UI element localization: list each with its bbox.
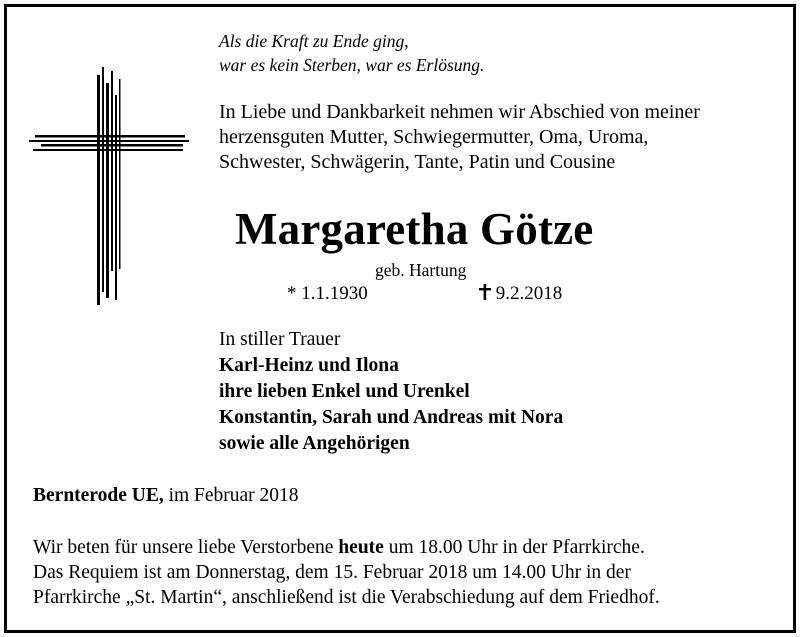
service-line-3: Pfarrkirche „St. Martin“, anschließend ist die Verabschiedung auf dem Friedhof.	[33, 587, 660, 608]
mourner-line-2: ihre lieben Enkel und Urenkel	[219, 381, 470, 402]
place: Bernterode UE,	[33, 485, 164, 506]
mourner-line-4: sowie alle Angehörigen	[219, 433, 410, 454]
mourner-line-1: Karl-Heinz und Ilona	[219, 355, 399, 376]
obituary-notice	[4, 4, 796, 633]
intro-line-3: Schwester, Schwägerin, Tante, Patin und Cousine	[219, 151, 616, 173]
place-date	[33, 485, 299, 507]
intro-line-2: herzensguten Mutter, Schwiegermutter, Oma, Uroma,	[219, 126, 649, 148]
service-line-2: Das Requiem ist am Donnerstag, dem 15. Februar 2018 um 14.00 Uhr in der	[33, 562, 631, 583]
date: im Februar 2018	[168, 485, 299, 506]
mourner-line-3: Konstantin, Sarah und Andreas mit Nora	[219, 407, 564, 428]
motto-line-1: Als die Kraft zu Ende ging,	[219, 31, 409, 51]
service-line-1-highlight: heute	[338, 537, 384, 558]
motto-line-2: war es kein Sterben, war es Erlösung.	[219, 55, 485, 75]
death-date-group	[479, 283, 562, 305]
mourning-heading: In stiller Trauer	[219, 329, 341, 350]
service-line-1	[33, 537, 645, 559]
service-line-1-start: Wir beten für unsere liebe Verstorbene	[33, 537, 339, 558]
maiden-name: geb. Hartung	[375, 260, 467, 280]
service-line-1-end: um 18.00 Uhr in der Pfarrkirche.	[383, 537, 645, 558]
birth-date: * 1.1.1930	[287, 283, 368, 304]
cross-icon	[29, 65, 191, 307]
death-cross-icon	[479, 284, 491, 300]
death-date: 9.2.2018	[495, 283, 563, 304]
deceased-name: Margaretha Götze	[235, 204, 594, 254]
intro-line-1: In Liebe und Dankbarkeit nehmen wir Abschied von meiner	[219, 101, 700, 123]
